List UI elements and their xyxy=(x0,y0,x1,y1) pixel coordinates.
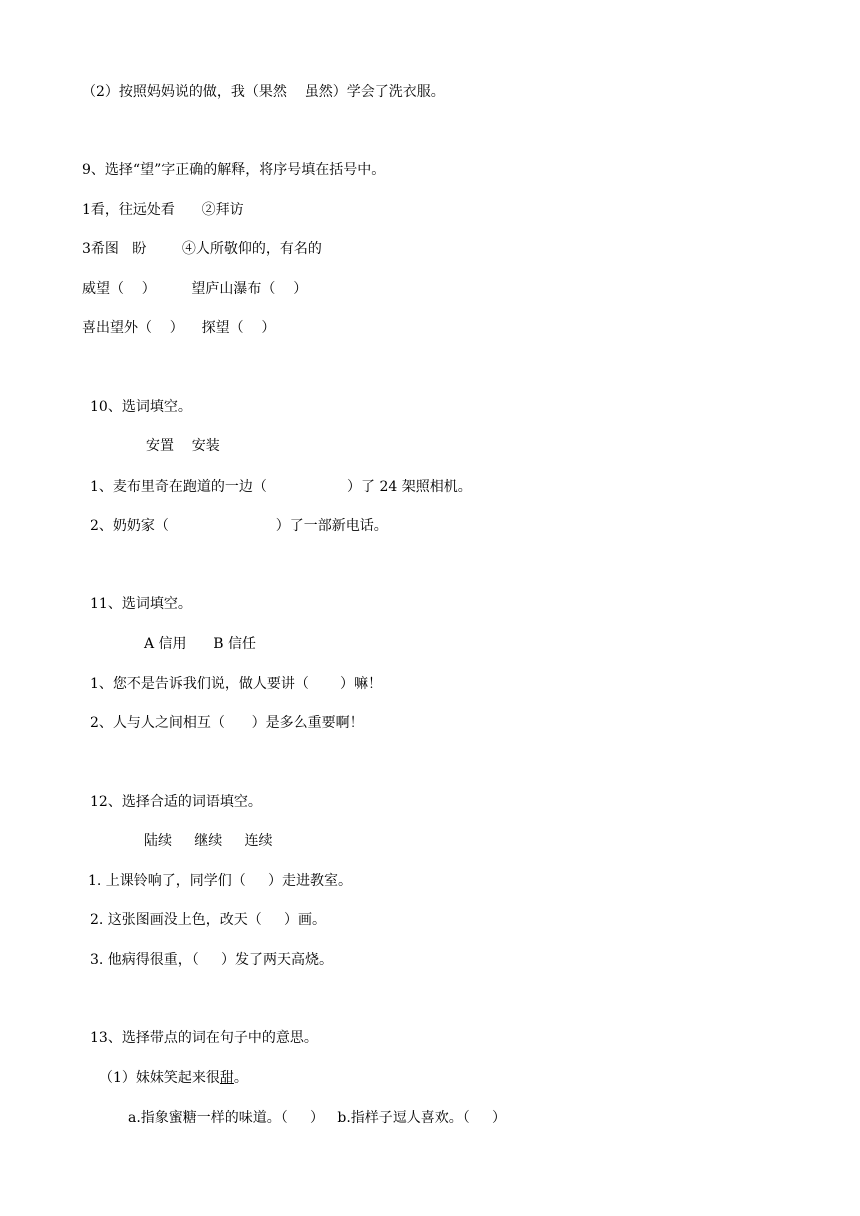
q12-title: 12、选择合适的词语填空。 xyxy=(90,794,262,810)
q9-title: 9、选择“望”字正确的解释，将序号填在括号中。 xyxy=(82,162,386,178)
q9-definitions-row2: 3希图 盼 ④人所敬仰的，有名的 xyxy=(82,241,322,257)
q11-sentence-2: 2、人与人之间相互（ ）是多么重要啊！ xyxy=(90,715,364,731)
q13-dotted-word: 甜 xyxy=(219,1070,234,1086)
q10-title: 10、选词填空。 xyxy=(90,399,192,415)
q12-sentence-1: 1. 上课铃响了，同学们（ ）走进教室。 xyxy=(88,873,353,889)
q12-word-choices: 陆续 继续 连续 xyxy=(144,833,273,849)
q11-title: 11、选词填空。 xyxy=(90,596,192,612)
q11-word-choices: A 信用 B 信任 xyxy=(144,636,256,652)
q11-sentence-1: 1、您不是告诉我们说，做人要讲（ ）嘛！ xyxy=(90,676,383,692)
q12-sentence-3: 3. 他病得很重，（ ）发了两天高烧。 xyxy=(90,952,334,968)
q9-answer-row1: 威望（ ） 望庐山瀑布（ ） xyxy=(82,281,308,297)
line-q8-item2: （2）按照妈妈说的做，我（果然 虽然）学会了洗衣服。 xyxy=(82,84,445,100)
q13-title: 13、选择带点的词在句子中的意思。 xyxy=(90,1030,318,1046)
q10-sentence-2: 2、奶奶家（ ）了一部新电话。 xyxy=(90,518,388,534)
q13-item1 xyxy=(99,1069,248,1087)
q10-word-choices: 安置 安装 xyxy=(146,438,220,454)
q12-sentence-2: 2. 这张图画没上色，改天（ ）画。 xyxy=(90,912,327,928)
q13-item1-suffix: 。 xyxy=(233,1070,248,1086)
q10-sentence-1: 1、麦布里奇在跑道的一边（ ）了 24 架照相机。 xyxy=(90,479,472,495)
q13-item1-prefix: （1）妹妹笑起来很 xyxy=(99,1070,220,1086)
q9-definitions-row1: 1看，往远处看 ②拜访 xyxy=(82,202,244,218)
q13-options: a.指象蜜糖一样的味道。（ ） b.指样子逗人喜欢。（ ） xyxy=(128,1110,507,1126)
q9-answer-row2: 喜出望外（ ） 探望（ ） xyxy=(82,320,276,336)
